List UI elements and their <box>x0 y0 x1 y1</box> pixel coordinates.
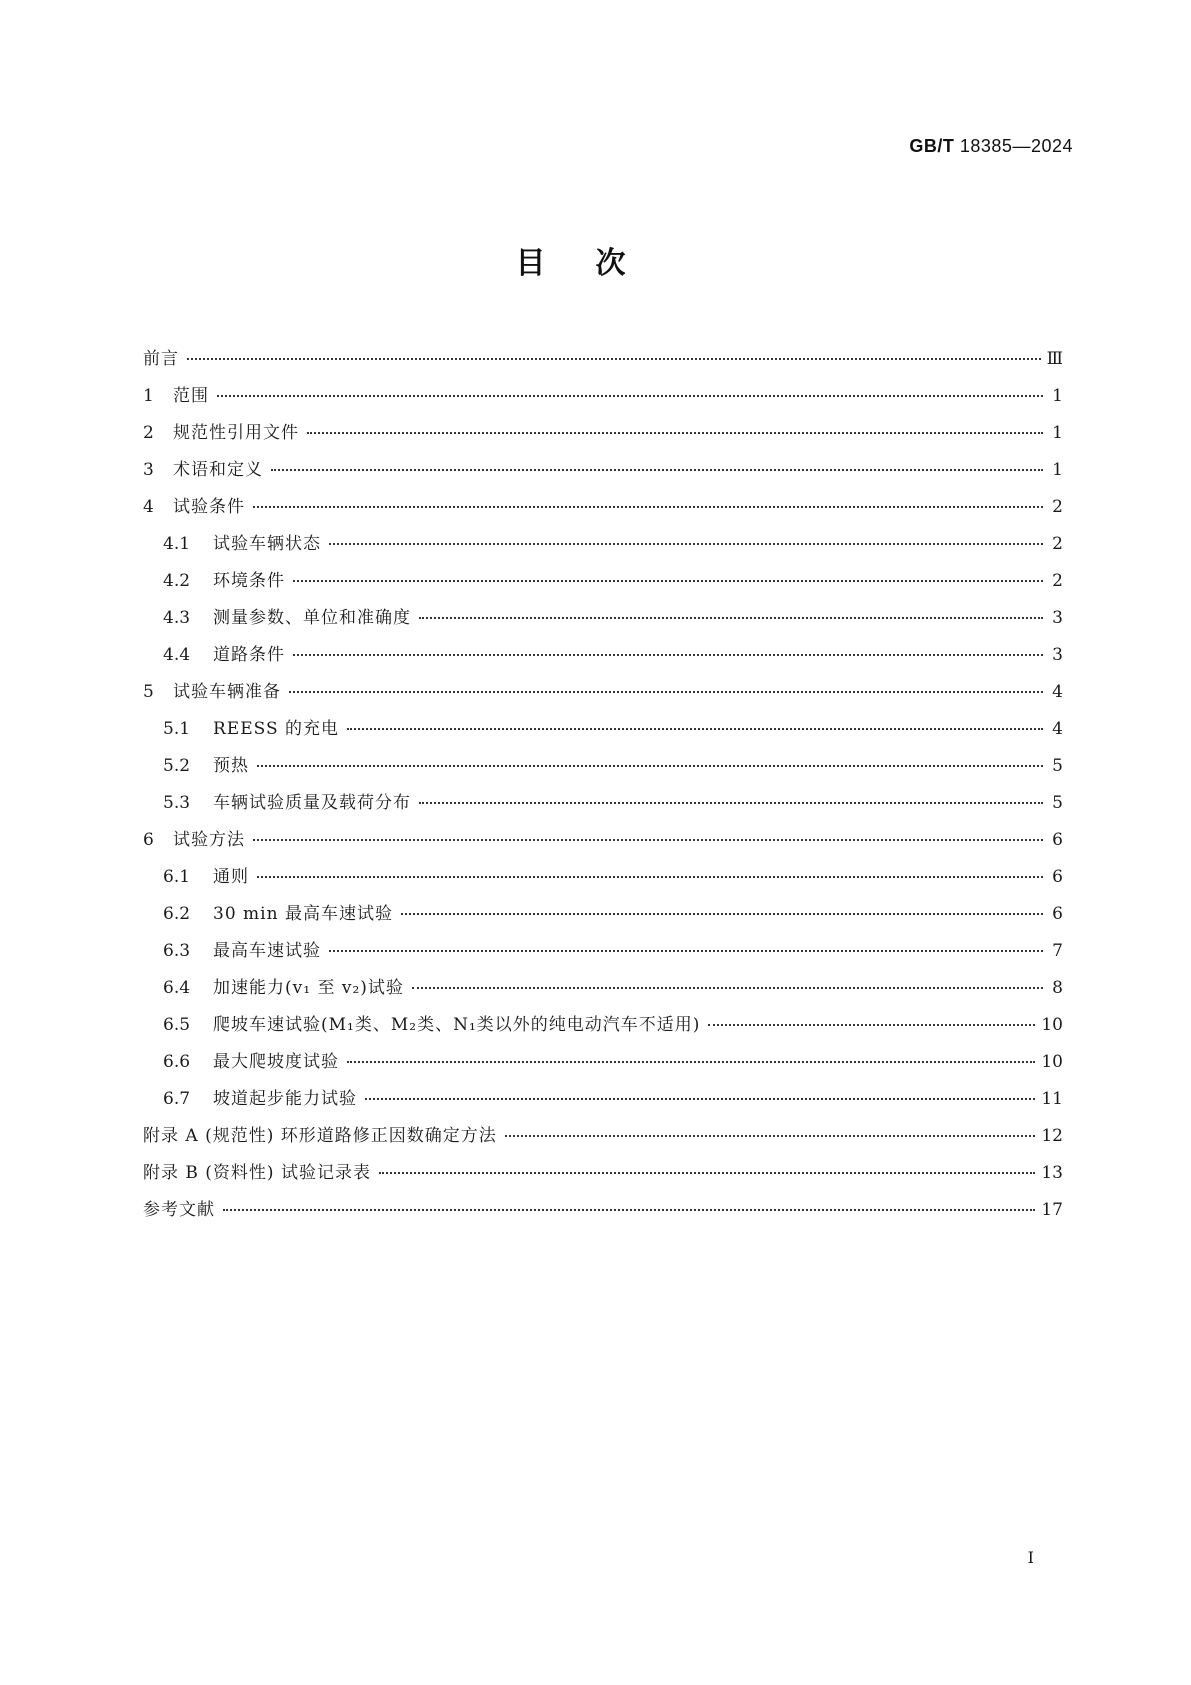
toc-entry[interactable] <box>143 526 1063 563</box>
toc-entry[interactable] <box>143 1081 1063 1118</box>
toc-entry-number: 4.4 <box>163 645 191 665</box>
toc-entry-label: 环境条件 <box>213 571 285 591</box>
toc-entry-page: 5 <box>1052 756 1063 776</box>
toc-entry[interactable] <box>143 859 1063 896</box>
toc-entry-number: 5.3 <box>163 793 191 813</box>
toc-entry-label: 术语和定义 <box>173 460 263 480</box>
toc-entry-number: 5.2 <box>163 756 191 776</box>
toc-dot-leader <box>223 1207 1035 1211</box>
standard-number: 18385—2024 <box>959 136 1073 156</box>
toc-entry[interactable] <box>143 563 1063 600</box>
toc-entry[interactable] <box>143 785 1063 822</box>
toc-entry-label: 规范性引用文件 <box>173 423 299 443</box>
toc-entry[interactable] <box>143 1192 1063 1229</box>
toc-entry-number: 5 <box>143 682 154 702</box>
toc-entry[interactable] <box>143 896 1063 933</box>
toc-entry-label: 爬坡车速试验(M₁类、M₂类、N₁类以外的纯电动汽车不适用) <box>213 1015 701 1035</box>
toc-entry-page: 13 <box>1041 1163 1063 1183</box>
toc-entry[interactable] <box>143 489 1063 526</box>
toc-dot-leader <box>708 1022 1035 1026</box>
toc-entry-page: 6 <box>1052 830 1063 850</box>
toc-dot-leader <box>401 911 1043 915</box>
toc-entry-number: 1 <box>143 386 154 406</box>
toc-dot-leader <box>217 393 1043 397</box>
toc-entry-page: 4 <box>1052 719 1063 739</box>
toc-entry-number: 6.3 <box>163 941 191 961</box>
toc-entry[interactable] <box>143 600 1063 637</box>
toc-entry[interactable] <box>143 378 1063 415</box>
toc-entry-page: 6 <box>1052 904 1063 924</box>
toc-entry-label: 最大爬坡度试验 <box>213 1052 339 1072</box>
toc-entry-number: 4 <box>143 497 154 517</box>
toc-entry-number: 3 <box>143 460 154 480</box>
toc-dot-leader <box>379 1170 1035 1174</box>
toc-entry-page: 2 <box>1052 534 1063 554</box>
toc-entry-page: 1 <box>1052 460 1063 480</box>
toc-entry-number: 6.2 <box>163 904 191 924</box>
toc-entry[interactable] <box>143 711 1063 748</box>
toc-entry-number: 6.7 <box>163 1089 191 1109</box>
toc-entry[interactable] <box>143 1044 1063 1081</box>
toc-dot-leader <box>187 356 1041 360</box>
toc-dot-leader <box>412 985 1043 989</box>
toc-dot-leader <box>329 541 1043 545</box>
toc-dot-leader <box>347 726 1043 730</box>
toc-entry[interactable] <box>143 415 1063 452</box>
toc-entry-page: 2 <box>1052 497 1063 517</box>
toc-entry-page: 12 <box>1041 1126 1063 1146</box>
toc-entry[interactable] <box>143 933 1063 970</box>
toc-entry-label: 道路条件 <box>213 645 285 665</box>
toc-entry-page: 6 <box>1052 867 1063 887</box>
toc-entry-page: 5 <box>1052 793 1063 813</box>
toc-dot-leader <box>307 430 1043 434</box>
toc-entry-label: 试验车辆状态 <box>213 534 321 554</box>
toc-entry-page: 3 <box>1052 645 1063 665</box>
toc-entry-label: 参考文献 <box>143 1200 215 1220</box>
toc-entry-number: 4.3 <box>163 608 191 628</box>
toc-entry-label: 范围 <box>173 386 209 406</box>
toc-dot-leader <box>293 652 1043 656</box>
toc-entry-label: 前言 <box>143 349 179 369</box>
toc-entry-page: Ⅲ <box>1046 349 1063 369</box>
toc-entry-label: 试验方法 <box>173 830 245 850</box>
footer-page-number: I <box>1027 1548 1034 1567</box>
toc-entry-number: 4.2 <box>163 571 191 591</box>
toc-dot-leader <box>419 800 1043 804</box>
toc-entry-label: 附录 B (资料性) 试验记录表 <box>143 1163 371 1183</box>
toc-entry[interactable] <box>143 1155 1063 1192</box>
toc-entry-number: 6.5 <box>163 1015 191 1035</box>
toc-entry-number: 2 <box>143 423 154 443</box>
toc-entry-number: 4.1 <box>163 534 191 554</box>
toc-entry-label: 试验条件 <box>173 497 245 517</box>
toc-dot-leader <box>271 467 1043 471</box>
toc-entry-page: 2 <box>1052 571 1063 591</box>
toc-entry[interactable] <box>143 970 1063 1007</box>
toc-entry-label: 最高车速试验 <box>213 941 321 961</box>
toc-entry-number: 5.1 <box>163 719 191 739</box>
toc-entry-number: 6.4 <box>163 978 191 998</box>
toc-dot-leader <box>505 1133 1036 1137</box>
toc-entry[interactable] <box>143 674 1063 711</box>
toc-dot-leader <box>289 689 1043 693</box>
toc-dot-leader <box>365 1096 1035 1100</box>
toc-entry-page: 3 <box>1052 608 1063 628</box>
toc-dot-leader <box>257 874 1043 878</box>
toc-dot-leader <box>293 578 1043 582</box>
toc-entry-page: 10 <box>1041 1052 1063 1072</box>
toc-entry[interactable] <box>143 452 1063 489</box>
toc-entry-label: 车辆试验质量及载荷分布 <box>213 793 411 813</box>
toc-entry-page: 11 <box>1041 1089 1063 1109</box>
toc-entry[interactable] <box>143 1118 1063 1155</box>
toc-dot-leader <box>253 837 1043 841</box>
toc-entry-number: 6 <box>143 830 154 850</box>
toc-entry-label: 试验车辆准备 <box>173 682 281 702</box>
standard-code <box>909 136 1073 157</box>
toc-entry-label: 通则 <box>213 867 249 887</box>
page-title: 目次 <box>515 246 676 281</box>
toc-dot-leader <box>419 615 1043 619</box>
standard-prefix: GB/T <box>909 136 955 156</box>
toc-entry-number: 6.6 <box>163 1052 191 1072</box>
table-of-contents <box>143 341 1063 1229</box>
toc-dot-leader <box>347 1059 1035 1063</box>
toc-entry-label: 加速能力(v₁ 至 v₂)试验 <box>213 978 404 998</box>
toc-entry-number: 6.1 <box>163 867 191 887</box>
toc-entry-label: 30 min 最高车速试验 <box>213 904 393 924</box>
toc-entry-page: 1 <box>1052 423 1063 443</box>
toc-dot-leader <box>253 504 1043 508</box>
toc-entry-page: 8 <box>1052 978 1063 998</box>
toc-entry-page: 1 <box>1052 386 1063 406</box>
toc-entry-label: REESS 的充电 <box>213 719 340 739</box>
toc-entry-page: 7 <box>1052 941 1063 961</box>
toc-entry[interactable] <box>143 341 1063 378</box>
toc-entry-page: 10 <box>1041 1015 1063 1035</box>
toc-entry[interactable] <box>143 1007 1063 1044</box>
toc-entry-label: 预热 <box>213 756 249 776</box>
toc-entry-label: 测量参数、单位和准确度 <box>213 608 411 628</box>
toc-entry-label: 附录 A (规范性) 环形道路修正因数确定方法 <box>143 1126 497 1146</box>
toc-entry[interactable] <box>143 637 1063 674</box>
toc-entry-page: 4 <box>1052 682 1063 702</box>
toc-entry[interactable] <box>143 822 1063 859</box>
toc-entry[interactable] <box>143 748 1063 785</box>
toc-entry-label: 坡道起步能力试验 <box>213 1089 357 1109</box>
toc-entry-page: 17 <box>1041 1200 1063 1220</box>
toc-dot-leader <box>257 763 1043 767</box>
toc-dot-leader <box>329 948 1043 952</box>
